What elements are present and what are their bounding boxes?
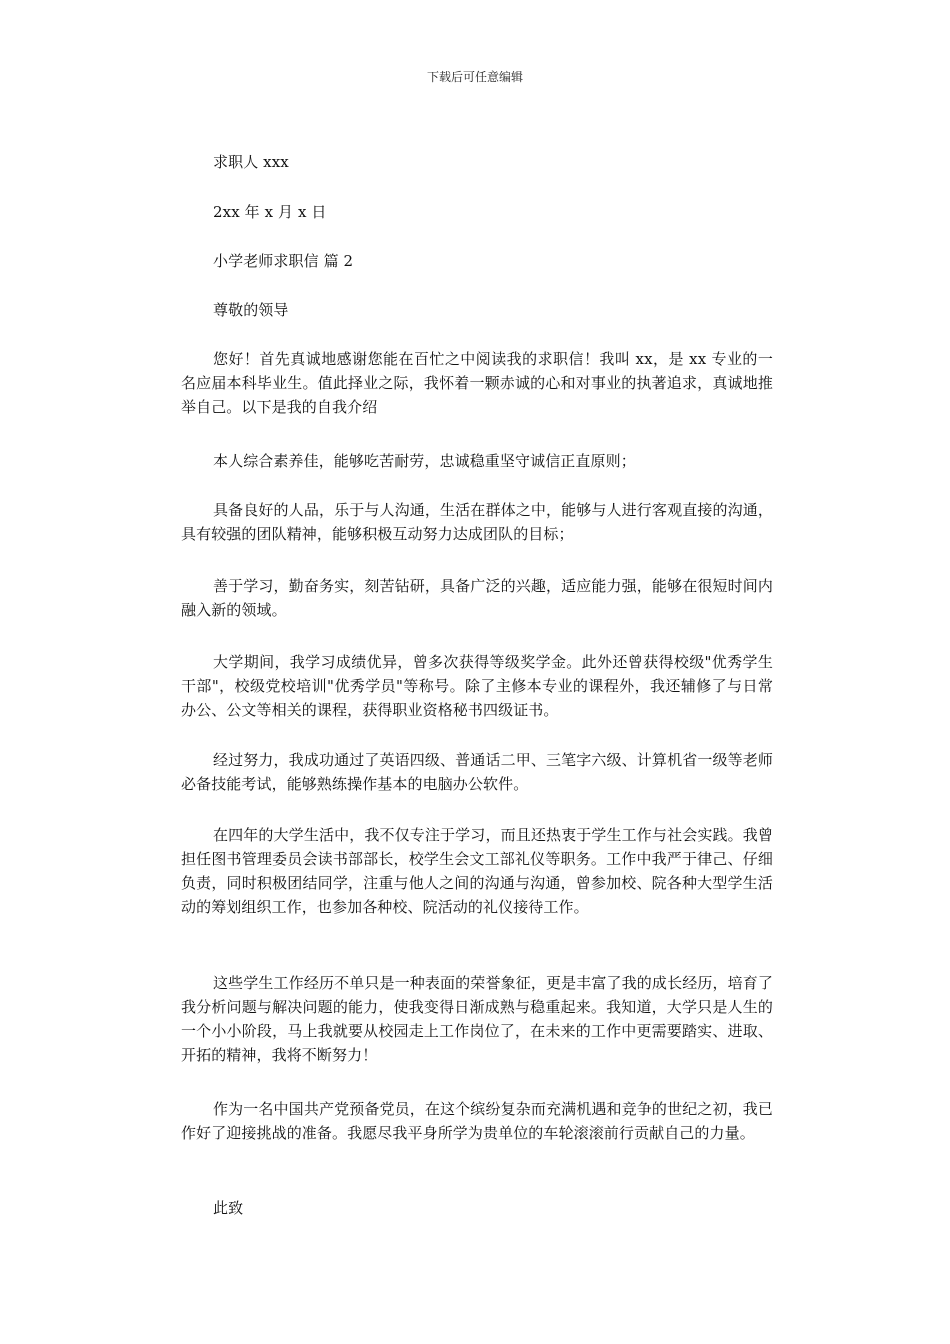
paragraph-student-work: 在四年的大学生活中，我不仅专注于学习，而且还热衷于学生工作与社会实践。我曾担任图书管理委员会读书部部长，校学生会文工部礼仪等职务。工作中我严于律己、仔细负责，同时积极团结同学，注重与他人之间的沟通与沟通，曾参加校、院各种大型学生活动的筹划组织工作，也参加各种校、院活动的礼仪接待工作。 [181,826,773,916]
paragraph-intro: 您好！首先真诚地感谢您能在百忙之中阅读我的求职信！我叫 xx，是 xx 专业的一名应届本科毕业生。值此择业之际，我怀着一颗赤诚的心和对事业的执著追求，真诚地推举自己。以下是我的自我介绍 [181,350,773,416]
paragraph-learning: 善于学习，勤奋务实，刻苦钻研，具备广泛的兴趣，适应能力强，能够在很短时间内融入新的领域。 [181,577,773,619]
section-title: 小学老师求职信 篇 2 [213,252,354,270]
paragraph-party: 作为一名中国共产党预备党员，在这个缤纷复杂而充满机遇和竞争的世纪之初，我已作好了迎接挑战的准备。我愿尽我平身所学为贵单位的车轮滚滚前行贡献自己的力量。 [181,1100,773,1142]
salutation: 尊敬的领导 [213,301,289,319]
paragraph-quality: 本人综合素养佳，能够吃苦耐劳，忠诚稳重坚守诚信正直原则； [213,452,636,470]
paragraph-experience: 这些学生工作经历不单只是一种表面的荣誉象征，更是丰富了我的成长经历，培育了我分析问题与解决问题的能力，使我变得日渐成熟与稳重起来。我知道，大学只是人生的一个小小阶段，马上我就要从校园走上工作岗位了，在未来的工作中更需要踏实、进取、开拓的精神，我将不断努力！ [181,974,773,1064]
paragraph-character: 具备良好的人品，乐于与人沟通，生活在群体之中，能够与人进行客观直接的沟通，具有较强的团队精神，能够积极互动努力达成团队的目标； [181,501,773,543]
closing-line: 此致 [213,1199,244,1217]
date-line: 2xx 年 x 月 x 日 [213,203,327,221]
paragraph-exams: 经过努力，我成功通过了英语四级、普通话二甲、三笔字六级、计算机省一级等老师必备技能考试，能够熟练操作基本的电脑办公软件。 [181,751,773,793]
paragraph-university: 大学期间，我学习成绩优异，曾多次获得等级奖学金。此外还曾获得校级"优秀学生干部"，校级党校培训"优秀学员"等称号。除了主修本专业的课程外，我还辅修了与日常办公、公文等相关的课程，获得职业资格秘书四级证书。 [181,653,773,719]
header-note: 下载后可任意编辑 [426,70,523,84]
signature-line: 求职人 xxx [213,153,289,171]
